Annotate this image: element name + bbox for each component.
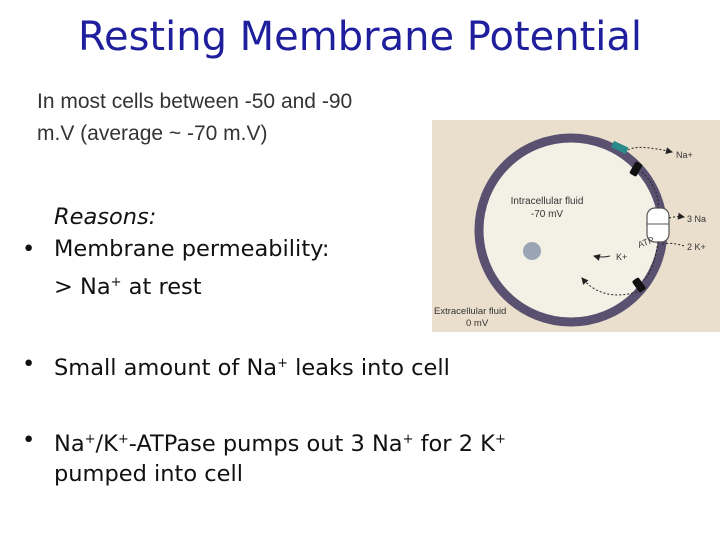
na-arrow-icon (628, 147, 672, 152)
atp-label: ATP (636, 234, 656, 250)
intracellular-label: Intracellular fluid (510, 196, 584, 207)
text-part: at rest (121, 274, 202, 300)
bullet-atpase-pump (22, 425, 694, 489)
superscript: + (494, 432, 506, 447)
bullet-dot: • (22, 351, 36, 377)
bullet-3-line-1 (54, 425, 694, 459)
k-in-label: 2 K+ (687, 242, 706, 252)
intro-text (37, 86, 352, 150)
vesicle-icon (523, 242, 541, 260)
superscript: + (402, 432, 414, 447)
reasons-label: Reasons: (54, 204, 157, 230)
bullet-membrane-permeability (22, 234, 482, 302)
bullet-1-line-1: Membrane permeability: (54, 236, 330, 262)
bullet-3-line-2: pumped into cell (54, 461, 243, 487)
intro-line-1: In most cells between -50 and -90 (37, 90, 353, 113)
extracellular-value: 0 mV (466, 318, 489, 329)
bullet-dot: • (22, 427, 36, 453)
text-part: > Na (54, 274, 111, 300)
superscript: + (84, 432, 96, 447)
cell-diagram-svg (432, 120, 720, 332)
extracellular-label: Extracellular fluid (434, 306, 507, 317)
bullet-na-leak (22, 349, 450, 383)
na-out-label: 3 Na (687, 214, 707, 224)
text-part: Na (54, 431, 85, 457)
na-label: Na+ (676, 150, 693, 160)
superscript: + (117, 432, 129, 447)
superscript: + (110, 275, 122, 290)
intracellular-value: -70 mV (530, 209, 564, 220)
na-out-arrow-icon (669, 217, 684, 218)
bullet-dot: • (22, 236, 36, 262)
intro-line-2: m.V (average ~ -70 m.V) (37, 122, 268, 145)
superscript: + (277, 356, 288, 371)
text-part: Small amount of Na (54, 355, 278, 381)
bullet-1-line-2 (54, 268, 482, 302)
text-part: -ATPase pumps out 3 Na (128, 431, 403, 457)
slide-title: Resting Membrane Potential (77, 14, 643, 60)
k-label: K+ (616, 252, 628, 262)
text-part: leaks into cell (287, 355, 450, 381)
text-part: for 2 K (413, 431, 495, 457)
membrane-potential-diagram (432, 120, 720, 332)
reasons-block (22, 200, 482, 302)
text-part: /K (95, 431, 118, 457)
